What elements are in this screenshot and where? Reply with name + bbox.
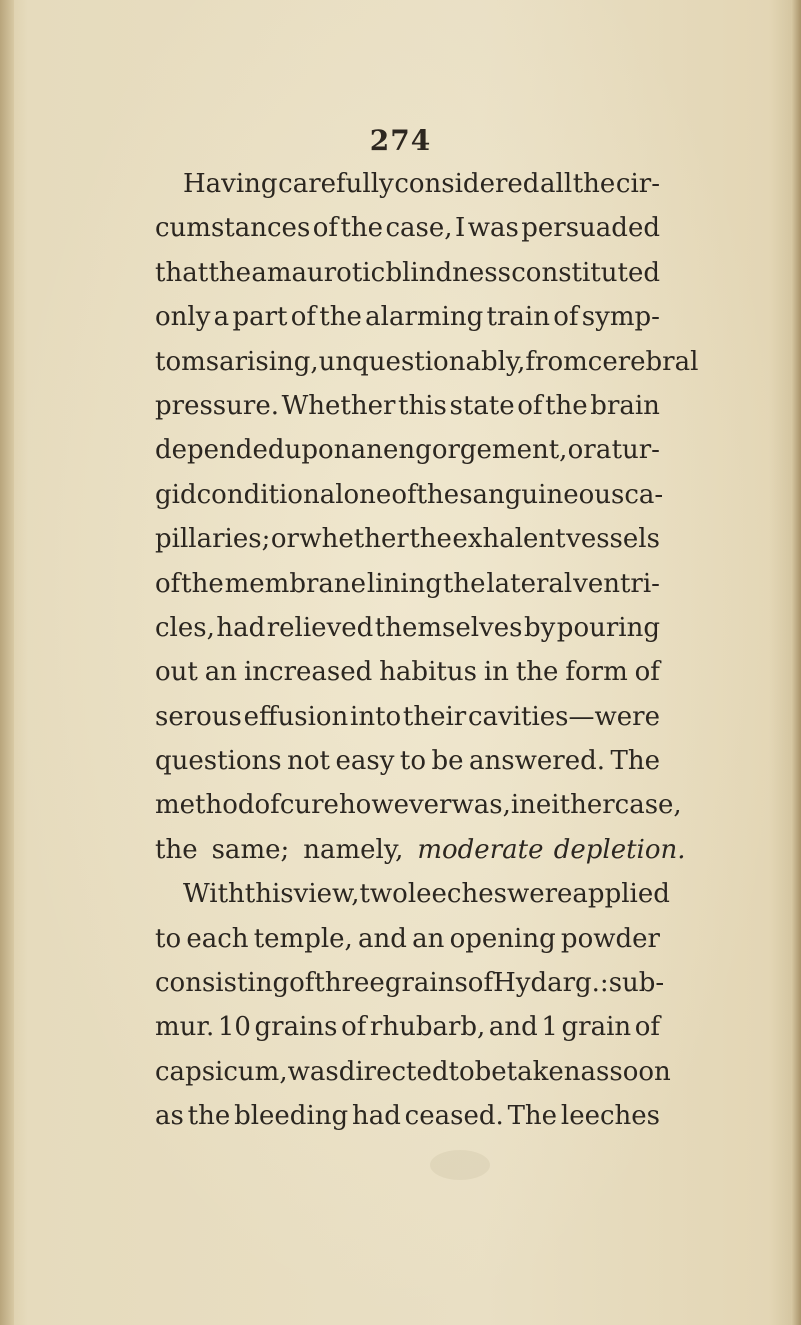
word: temple, [253,923,353,954]
word: questions [155,746,282,777]
word: from [525,346,588,377]
word: powder [560,923,660,954]
word: this [398,390,447,421]
word: only [155,302,211,333]
word: depended [155,435,285,466]
word: sub- [608,968,665,999]
text-line [155,872,670,916]
word: however [338,790,452,821]
word: or [270,524,299,555]
word: cir- [615,169,660,199]
word: grains [384,968,468,999]
word: was, [451,790,511,821]
word: tur- [611,435,660,466]
word: of [341,1012,367,1043]
word: themselves [374,612,523,643]
word: had [216,612,266,643]
word: to [399,746,427,777]
word: the [545,390,588,421]
word: cles, [155,612,215,643]
word: ceased. [404,1101,504,1132]
word: 10 [217,1012,251,1043]
word: three [314,968,385,999]
word: habitus [379,657,477,688]
word: capsicum, [155,1056,288,1087]
word: symp- [581,302,660,333]
word: were [506,879,573,910]
word: grains [254,1012,338,1043]
text-line [155,384,660,428]
word: increased [243,657,373,688]
word: each [186,923,249,954]
word: vessels [566,524,660,555]
word: answered. [469,746,606,777]
word: ventri- [573,568,660,599]
page-number: 274 [369,124,432,157]
word: arising, [219,346,319,377]
word: easy [335,746,395,777]
text-line [155,1050,671,1094]
paper-stain [430,1150,490,1180]
word: brain [590,390,660,421]
word: cerebral [587,346,699,377]
word: case, [385,213,453,244]
word: The [507,1101,558,1132]
word: grain [561,1012,632,1043]
word: not [287,746,330,777]
word: persuaded [521,213,660,244]
word: leeches [407,879,507,910]
word: gid [155,479,197,510]
word: as [580,1056,610,1087]
word: lining [366,568,442,599]
word: the [181,568,224,599]
word: form [565,657,628,688]
word: serous [155,701,242,732]
text-line [155,695,660,739]
word: pressure. [155,390,279,421]
word: case, [614,790,682,821]
word: of [289,968,315,999]
word: soon [609,1056,671,1087]
word: the [442,568,486,599]
page-right-edge [791,0,801,1325]
word: all [540,169,573,199]
word: Whether [281,390,396,421]
word: alone [319,479,392,510]
text-line [155,206,660,250]
word: of [467,968,494,999]
word: their [402,701,467,732]
text-line [155,1005,660,1049]
text-line [155,606,660,650]
word: or [567,435,596,466]
italic-phrase: moderate depletion. [417,834,686,865]
word: unquestionably, [318,346,526,377]
word: directed [338,1056,449,1087]
word: the [155,834,198,865]
word: effusion [243,701,349,732]
word: as [155,1101,184,1132]
word: namely, [303,834,404,865]
word: that [155,257,209,288]
body-text [155,162,699,1139]
word: toms [155,346,220,377]
word: two [359,879,408,910]
text-line [155,917,660,961]
word: train [486,302,550,333]
word: mur. [155,1012,215,1043]
word: exhalent [452,524,566,555]
text-line [155,1094,660,1138]
word: alarming [365,302,484,333]
word: was [287,1056,339,1087]
word: an [204,657,238,688]
word: same; [211,834,290,865]
word: cumstances [155,213,311,244]
word: taken [506,1056,581,1087]
word: of [290,302,317,333]
word: an [412,923,445,954]
word: either [535,790,615,821]
word: state [449,390,515,421]
text-line [155,783,682,827]
word: With [183,879,245,910]
word: pouring [556,612,660,643]
word: the [515,657,559,688]
word: by [523,612,556,643]
text-line [155,562,660,606]
word: relieved [266,612,374,643]
word: whether [299,524,409,555]
page-left-edge [0,0,14,1325]
word: be [474,1056,507,1087]
word: applied [572,879,670,910]
text-line [155,739,660,783]
word: blindness [385,257,511,288]
word: method [155,790,255,821]
word: was [467,213,519,244]
word: the [208,257,252,288]
word: a [213,302,230,333]
word: the [416,479,460,510]
word: of [517,390,543,421]
word: in [510,790,536,821]
word: the [409,524,452,555]
word: and [358,923,407,954]
word: of [634,657,660,688]
word: upon [284,435,351,466]
word: be [431,746,464,777]
word: amaurotic [251,257,386,288]
word: a [595,435,612,466]
word: and [488,1012,538,1043]
word: of [634,1012,660,1043]
word: consisting [155,968,290,999]
word: Having [183,169,278,199]
word: engorgement, [383,435,568,466]
word: Hydarg.: [493,968,609,999]
word: of [553,302,579,333]
word: in [483,657,509,688]
word: I [454,213,466,244]
word: part [232,302,288,333]
word: the [187,1101,231,1132]
text-line [155,828,686,872]
word: the [572,169,616,199]
word: leeches [560,1101,660,1132]
text-line [155,650,660,694]
word: to [448,1056,475,1087]
text-line [155,340,699,384]
word: ca- [624,479,664,510]
text-line [155,251,660,295]
word: sanguineous [459,479,625,510]
word: condition [196,479,320,510]
word: to [155,923,182,954]
word: cure [279,790,339,821]
word: an [350,435,383,466]
text-line [155,473,664,517]
text-line [155,517,660,561]
word: 1 [541,1012,558,1043]
word: considered [394,169,540,199]
word: carefully [278,169,394,199]
word: the [319,302,362,333]
word: of [155,568,181,599]
word: of [254,790,280,821]
word: into [350,701,402,732]
word: rhubarb, [369,1012,486,1043]
word: this [244,879,294,910]
word: of [391,479,417,510]
text-line [155,295,660,339]
word: opening [449,923,556,954]
word: cavities—were [467,701,660,732]
word: membrane [224,568,367,599]
word: bleeding [234,1101,349,1132]
word: view, [293,879,360,910]
word: out [155,657,198,688]
word: had [351,1101,401,1132]
word: lateral [486,568,573,599]
text-line [155,428,660,472]
word: the [340,213,384,244]
word: of [312,213,339,244]
word: pillaries; [155,524,271,555]
text-line [155,961,665,1005]
word: constituted [511,257,660,288]
word: The [610,746,660,777]
text-line [155,162,660,206]
